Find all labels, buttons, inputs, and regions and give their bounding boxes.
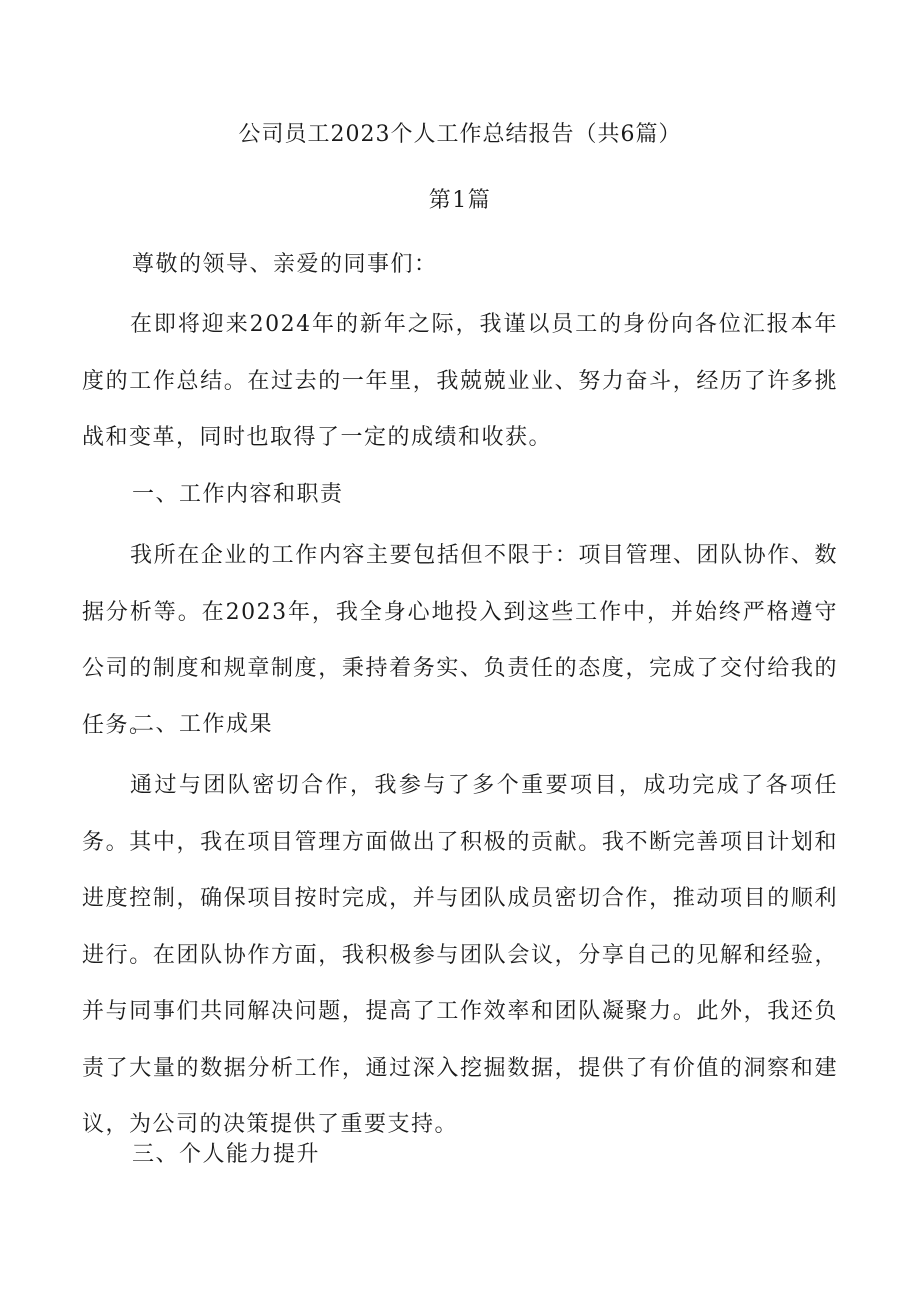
section-1-heading: 一、工作内容和职责 <box>132 482 344 507</box>
intro-paragraph: 在即将迎来2024年的新年之际，我谨以员工的身份向各位汇报本年度的工作总结。在过去的一年里，我兢兢业业、努力奋斗，经历了许多挑战和变革，同时也取得了一定的成绩和收获。 <box>82 312 838 450</box>
section-1-paragraph: 我所在企业的工作内容主要包括但不限于：项目管理、团队协作、数据分析等。在2023年，我全身心地投入到这些工作中，并始终严格遵守公司的制度和规章制度，秉持着务实、负责任的态度，完成了交付给我的任务。 <box>82 543 838 738</box>
section-2-heading: 二、工作成果 <box>132 712 274 737</box>
section-3-heading: 三、个人能力提升 <box>132 1142 321 1167</box>
document-title: 公司员工2023个人工作总结报告（共6篇） <box>238 122 682 147</box>
greeting: 尊敬的领导、亲爱的同事们： <box>132 252 438 277</box>
section-2-paragraph: 通过与团队密切合作，我参与了多个重要项目，成功完成了各项任务。其中，我在项目管理方面做出了积极的贡献。我不断完善项目计划和进度控制，确保项目按时完成，并与团队成员密切合作，推动项目的顺利进行。在团队协作方面，我积极参与团队会议，分享自己的见解和经验，并与同事们共同解决问题，提高了工作效率和团队凝聚力。此外，我还负责了大量的数据分析工作，通过深入挖掘数据，提供了有价值的洞察和建议，为公司的决策提供了重要支持。 <box>82 773 838 1137</box>
chapter-heading: 第1篇 <box>428 188 492 213</box>
